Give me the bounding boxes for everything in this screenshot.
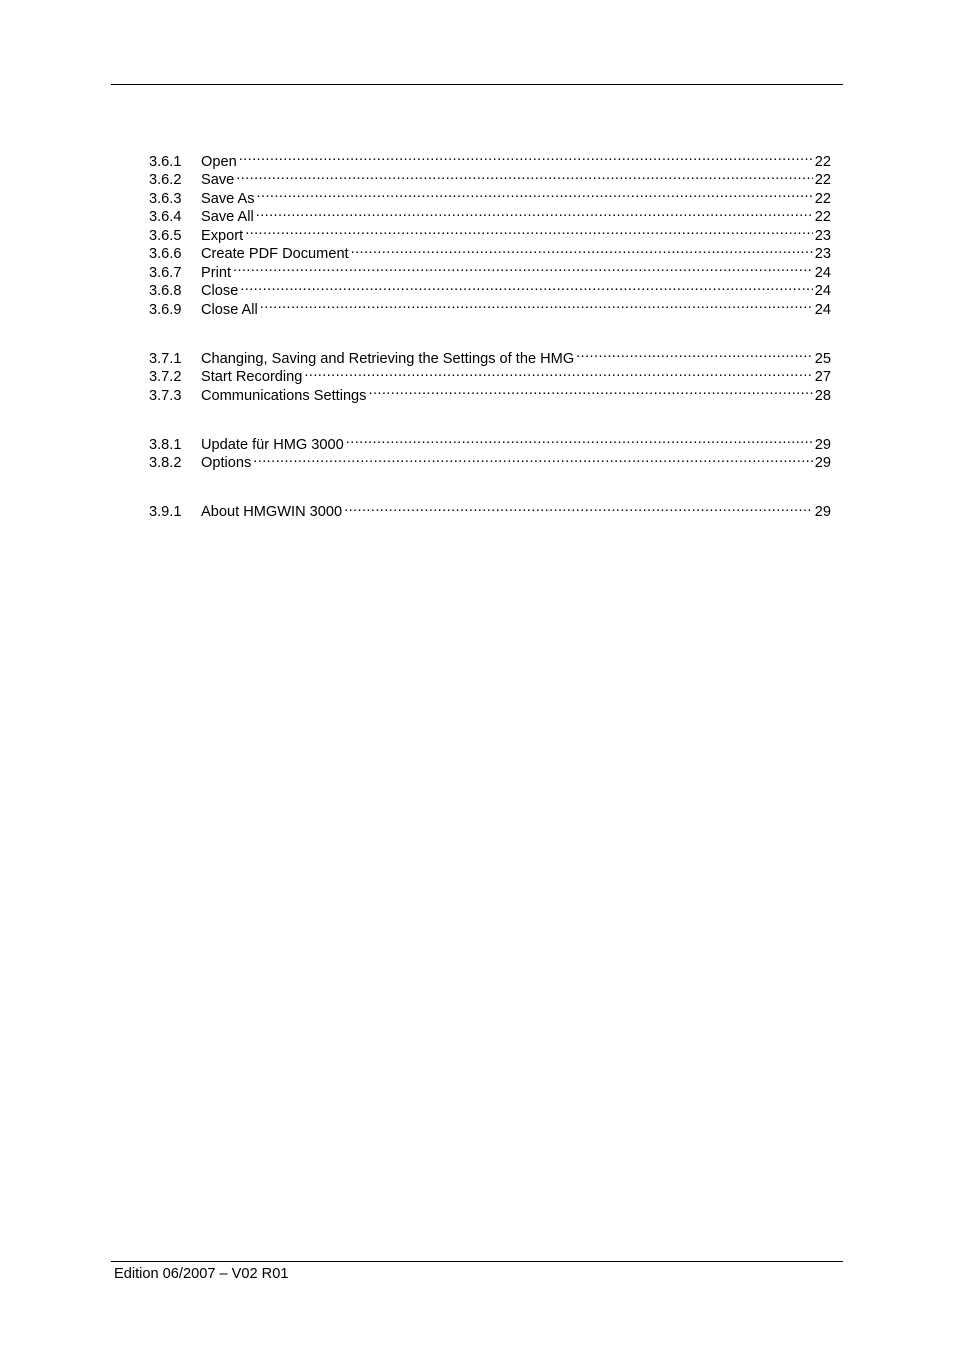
toc-entry-page: 24: [814, 264, 831, 281]
toc-entry-number: 3.6.7: [149, 264, 182, 281]
toc-entry-number: 3.7.3: [149, 387, 182, 404]
toc-entry-title: Changing, Saving and Retrieving the Settings of the HMG: [201, 350, 575, 367]
toc-entry-number: 3.7.1: [149, 350, 182, 367]
toc-entry-page: 29: [814, 504, 831, 520]
table-of-contents: [149, 147, 831, 547]
toc-entry-number: 3.6.9: [149, 301, 182, 318]
toc-entry-title: Update für HMG 3000: [201, 436, 344, 453]
toc-entry-title: Start Recording: [201, 369, 303, 385]
toc-dot-leader: [260, 295, 813, 314]
toc-entry[interactable]: [149, 430, 831, 453]
toc-entry-number: 3.6.2: [149, 172, 182, 188]
toc-entry-title: Communications Settings: [201, 387, 367, 404]
toc-group-3-9: [149, 498, 831, 520]
toc-entry-title: Print: [201, 264, 232, 281]
toc-entry-page: 22: [814, 190, 831, 207]
toc-entry-number: 3.6.4: [149, 209, 182, 225]
toc-group-3-8: [149, 430, 831, 471]
toc-entry-number: 3.9.1: [149, 504, 182, 520]
toc-entry-title: About HMGWIN 3000: [201, 504, 343, 520]
toc-entry-number: 3.6.1: [149, 153, 182, 170]
toc-entry-number: 3.6.3: [149, 190, 182, 207]
toc-entry-page: 22: [814, 172, 831, 188]
toc-entry-number: 3.6.8: [149, 283, 182, 299]
toc-entry[interactable]: [149, 184, 831, 207]
toc-dot-leader: [236, 166, 813, 185]
toc-dot-leader: [346, 430, 813, 449]
toc-dot-leader: [245, 221, 813, 240]
toc-entry[interactable]: [149, 240, 831, 262]
toc-entry-page: 25: [814, 350, 831, 367]
toc-dot-leader: [253, 449, 812, 468]
toc-entry-page: 22: [814, 209, 831, 225]
toc-entry-title: Options: [201, 455, 252, 471]
toc-dot-leader: [304, 363, 812, 382]
toc-entry-title: Save: [201, 172, 235, 188]
toc-dot-leader: [344, 498, 813, 517]
toc-entry-page: 28: [814, 387, 831, 404]
toc-entry-page: 23: [814, 227, 831, 244]
toc-entry[interactable]: [149, 147, 831, 170]
toc-entry-number: 3.7.2: [149, 369, 182, 385]
toc-group-3-7: [149, 344, 831, 404]
toc-entry-title: Export: [201, 227, 244, 244]
toc-entry-page: 29: [814, 455, 831, 471]
toc-entry-page: 29: [814, 436, 831, 453]
toc-dot-leader: [576, 344, 813, 363]
toc-group-3-6: [149, 147, 831, 318]
toc-entry-title: Open: [201, 153, 237, 170]
toc-entry[interactable]: [149, 344, 831, 367]
toc-entry-page: 23: [814, 246, 831, 262]
toc-entry-number: 3.6.5: [149, 227, 182, 244]
toc-entry[interactable]: [149, 258, 831, 281]
toc-entry[interactable]: [149, 295, 831, 318]
toc-entry-title: Create PDF Document: [201, 246, 349, 262]
toc-entry-title: Close: [201, 283, 239, 299]
toc-entry-page: 24: [814, 301, 831, 318]
toc-dot-leader: [368, 381, 812, 400]
toc-entry[interactable]: [149, 221, 831, 244]
toc-dot-leader: [240, 277, 812, 296]
toc-entry-number: 3.8.1: [149, 436, 182, 453]
toc-dot-leader: [256, 203, 813, 222]
toc-entry-page: 27: [814, 369, 831, 385]
toc-dot-leader: [239, 147, 813, 166]
toc-entry-page: 22: [814, 153, 831, 170]
toc-entry-number: 3.8.2: [149, 455, 182, 471]
toc-dot-leader: [233, 258, 813, 277]
toc-entry-title: Close All: [201, 301, 258, 318]
toc-dot-leader: [257, 184, 813, 203]
toc-entry-title: Save As: [201, 190, 255, 207]
toc-entry[interactable]: [149, 277, 831, 299]
toc-entry-title: Save All: [201, 209, 254, 225]
toc-entry[interactable]: [149, 166, 831, 188]
footer-rule: [111, 1261, 843, 1262]
toc-entry-page: 24: [814, 283, 831, 299]
toc-entry[interactable]: [149, 498, 831, 520]
toc-dot-leader: [351, 240, 813, 259]
header-rule: [111, 84, 843, 85]
footer-edition: Edition 06/2007 – V02 R01: [114, 1266, 289, 1282]
toc-entry-number: 3.6.6: [149, 246, 182, 262]
